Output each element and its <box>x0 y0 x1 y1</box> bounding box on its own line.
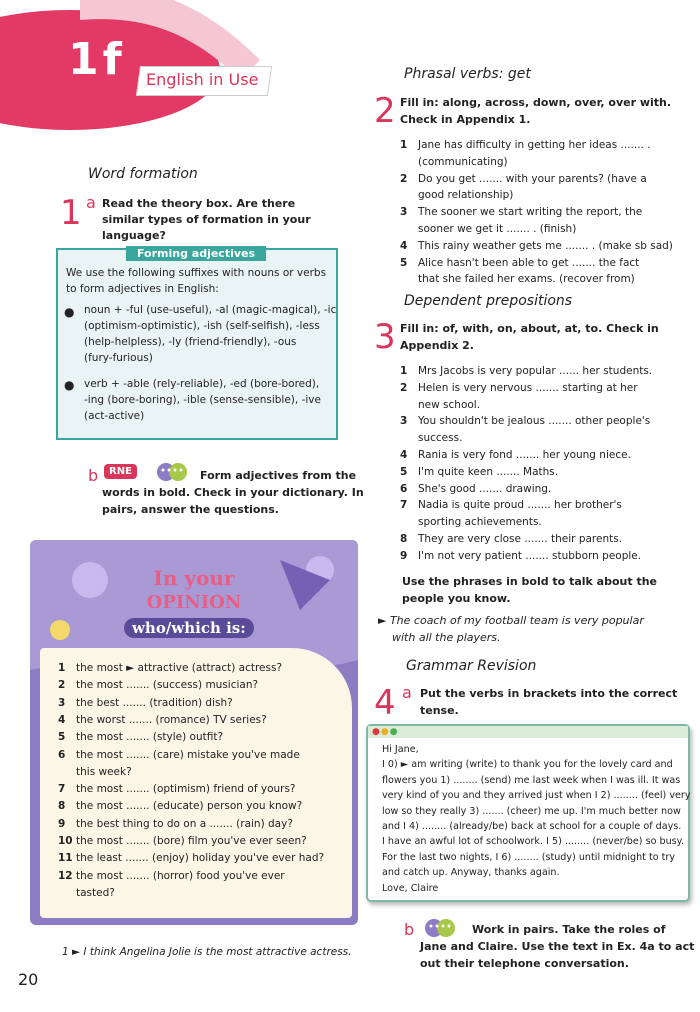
email-line: Love, Claire <box>382 882 439 894</box>
phrasal-item <box>400 187 690 203</box>
phrasal-item-number: 4 <box>400 239 408 252</box>
dependent-item-number: 2 <box>400 381 408 394</box>
dependent-item <box>400 447 690 463</box>
opinion-item <box>58 729 348 745</box>
opinion-item-text: the most ....... (style) outfit? <box>76 731 224 744</box>
dependent-item-text: You shouldn't be jealous ....... other people's <box>418 415 651 428</box>
opinion-item-number: 10 <box>58 835 73 847</box>
opinion-item <box>58 712 348 728</box>
phrasal-item-number: 5 <box>400 256 408 269</box>
dependent-item <box>400 481 690 497</box>
phrasal-item-text: Jane has difficulty in getting her ideas ....... . <box>418 139 651 151</box>
dependent-item-number: 6 <box>400 482 408 495</box>
opinion-item-text: the most ....... (optimism) friend of yours? <box>76 783 296 796</box>
exercise-3-line-1: Fill in: of, with, on, about, at, to. Check in <box>400 322 659 335</box>
rne-badge: RNE <box>104 464 137 479</box>
opinion-item <box>58 850 348 866</box>
dependent-item <box>400 397 690 413</box>
opinion-item-text: the most ....... (bore) film you've ever seen? <box>76 835 307 847</box>
email-line: very kind of you and they arrived just when I 2) ........ (feel) very <box>382 790 691 802</box>
phrasal-item <box>400 154 690 170</box>
theory-bullet-2-line-2: -ing (bore-boring), -ible (sense-sensible), -ive <box>84 394 321 406</box>
exercise-1-number: 1 <box>60 193 82 233</box>
dependent-item-number: 4 <box>400 449 408 461</box>
dependent-example-line-2: with all the players. <box>392 631 501 644</box>
dependent-item-text: success. <box>418 432 463 445</box>
exercise-2-line-2: Check in Appendix 1. <box>400 113 531 126</box>
phrasal-item-number: 1 <box>400 139 408 151</box>
word-formation-title: Word formation <box>88 166 198 182</box>
opinion-subtitle: who/which is: <box>124 618 254 638</box>
pair-work-icon <box>156 462 188 482</box>
opinion-item-number: 5 <box>58 731 66 744</box>
phrasal-item-number: 3 <box>400 206 408 219</box>
dependent-item <box>400 380 690 396</box>
phrasal-item-text: sooner we get it ....... . (finish) <box>418 223 577 235</box>
dependent-item-number: 5 <box>400 465 408 478</box>
opinion-item-number: 1 <box>58 662 66 674</box>
exercise-4a-letter: a <box>402 683 412 702</box>
theory-bullet-1-line-4: (fury-furious) <box>84 352 153 364</box>
dependent-item <box>400 413 690 429</box>
opinion-item-number: 7 <box>58 783 66 796</box>
dependent-item-number: 9 <box>400 549 408 562</box>
dependent-item-text: Helen is very nervous ....... starting at her <box>418 381 638 394</box>
opinion-item-text: the worst ....... (romance) TV series? <box>76 713 267 726</box>
unit-title: English in Use <box>146 70 259 89</box>
phrasal-item <box>400 204 690 220</box>
exercise-4b-letter: b <box>404 920 415 939</box>
email-line: and catch up. Anyway, thanks again. <box>382 867 560 879</box>
opinion-item-number: 3 <box>58 696 66 709</box>
exercise-2-line-1: Fill in: along, across, down, over, over with. <box>400 96 672 109</box>
dependent-item-number: 8 <box>400 533 408 545</box>
opinion-item <box>58 816 348 832</box>
opinion-item-text: the most ....... (care) mistake you've made <box>76 748 300 761</box>
email-line: Hi Jane, <box>382 744 419 755</box>
dependent-item <box>400 464 690 480</box>
opinion-item-text: the most ....... (horror) food you've ever <box>76 869 285 882</box>
opinion-item-number: 4 <box>58 713 66 726</box>
phrasal-item-text: good relationship) <box>418 189 514 202</box>
opinion-title-line-1: In your <box>153 566 235 590</box>
opinion-item-number: 9 <box>58 817 66 830</box>
opinion-item <box>58 660 348 676</box>
phrasal-item <box>400 255 690 271</box>
dependent-item-number: 1 <box>400 365 408 377</box>
email-line: I 0) ► am writing (write) to thank you for the lovely card and <box>382 759 673 771</box>
dependent-item-text: She's good ....... drawing. <box>418 482 552 495</box>
opinion-item-number: 2 <box>58 679 66 692</box>
opinion-item-number: 6 <box>58 748 66 761</box>
exercise-3-line-2: Appendix 2. <box>400 339 474 352</box>
exercise-4b-line-2: Jane and Claire. Use the text in Ex. 4a to act <box>420 940 695 953</box>
exercise-1b-line-2: words in bold. Check in your dictionary. In <box>102 486 364 499</box>
theory-bullet-2-line-1: verb + -able (rely-reliable), -ed (bore-bored), <box>84 378 320 390</box>
exercise-3-number: 3 <box>374 317 396 357</box>
theory-intro: We use the following suffixes with nouns or verbs to form adjectives in English: <box>66 267 327 295</box>
pair-work-icon-2 <box>424 918 456 938</box>
theory-bullet-dot-2: ● <box>64 378 75 392</box>
dependent-item-text: sporting achievements. <box>418 516 542 529</box>
opinion-item-text: the least ....... (enjoy) holiday you've ever had? <box>76 852 325 865</box>
phrasal-item-text: This rainy weather gets me ....... . (make sb sad) <box>418 239 673 252</box>
opinion-item-number: 12 <box>58 869 73 882</box>
exercise-1a-instruction: Read the theory box. Are there similar types of formation in your language? <box>102 197 311 242</box>
opinion-item <box>58 885 348 901</box>
theory-bullet-1-line-2: (optimism-optimistic), -ish (self-selfish), -less <box>84 320 320 332</box>
opinion-item-text: the most ....... (success) musician? <box>76 679 259 692</box>
page-number: 20 <box>18 970 39 989</box>
opinion-item <box>58 764 348 780</box>
dependent-item <box>400 514 690 530</box>
exercise-4a-line-2: tense. <box>420 704 459 717</box>
opinion-item-number: 8 <box>58 800 66 813</box>
phrasal-item <box>400 171 690 187</box>
phrasal-item-number: 2 <box>400 172 408 185</box>
opinion-item-text: the best ....... (tradition) dish? <box>76 696 233 709</box>
opinion-item <box>58 868 348 884</box>
opinion-item <box>58 833 348 849</box>
exercise-1a-letter: a <box>86 193 96 212</box>
dependent-item-text: Rania is very fond ....... her young niece. <box>418 449 631 461</box>
phrasal-item-text: Do you get ....... with your parents? (have a <box>418 172 647 185</box>
dependent-item-text: They are very close ....... their parents. <box>418 533 623 545</box>
theory-bullet-dot-1: ● <box>64 305 75 319</box>
opinion-item-number: 11 <box>58 852 73 865</box>
exercise-4b-line-1: Work in pairs. Take the roles of <box>472 923 666 936</box>
header-banner <box>0 0 300 130</box>
opinion-title-line-2: OPINION <box>146 592 242 613</box>
opinion-item-text: the most ....... (educate) person you know? <box>76 800 303 813</box>
dependent-item-text: new school. <box>418 398 481 411</box>
exercise-2-number: 2 <box>374 91 396 131</box>
exercise-1b-line-1: Form adjectives from the <box>200 469 357 482</box>
opinion-item <box>58 781 348 797</box>
phrasal-item-text: The sooner we start writing the report, the <box>418 206 643 219</box>
exercise-4-number: 4 <box>374 683 396 723</box>
email-line: low so they really 3) ....... (cheer) me up. I'm much better now <box>382 805 681 817</box>
opinion-example: 1 ► I think Angelina Jolie is the most attractive actress. <box>62 946 352 958</box>
phrasal-title: Phrasal verbs: get <box>404 66 531 82</box>
dependent-item-text: I'm quite keen ....... Maths. <box>418 465 559 478</box>
header-swoosh <box>0 0 300 130</box>
email-line: and I 4) ........ (already/be) back at school for a couple of days. <box>382 821 682 832</box>
dependent-follow-line-1: Use the phrases in bold to talk about the <box>402 575 657 588</box>
dependent-item <box>400 548 690 564</box>
opinion-item <box>58 677 348 693</box>
phrasal-item <box>400 238 690 254</box>
phrasal-item-text: Alice hasn't been able to get ....... the fact <box>418 256 640 269</box>
grammar-title: Grammar Revision <box>406 658 537 674</box>
theory-bullet-1-line-1: noun + -ful (use-useful), -al (magic-magical), -ic <box>84 304 337 316</box>
unit-number: 1f <box>68 34 126 85</box>
dependent-item-text: Mrs Jacobs is very popular ...... her students. <box>418 365 653 377</box>
exercise-1b-line-3: pairs, answer the questions. <box>102 503 279 516</box>
phrasal-item <box>400 271 690 287</box>
opinion-item <box>58 695 348 711</box>
phrasal-item-text: (communicating) <box>418 155 508 168</box>
theory-box-title: Forming adjectives <box>126 246 266 261</box>
exercise-1b-letter: b <box>88 466 99 485</box>
opinion-item-text: the best thing to do on a ....... (rain) day? <box>76 817 293 830</box>
window-controls-icon: ●●● <box>372 727 399 737</box>
theory-bullet-2-line-3: (act-active) <box>84 410 145 422</box>
dependent-example-line-1: ► The coach of my football team is very popular <box>378 614 644 627</box>
email-line: flowers you 1) ........ (send) me last week when I was ill. It was <box>382 774 681 786</box>
dependent-item-text: I'm not very patient ....... stubborn people. <box>418 549 642 562</box>
email-titlebar <box>368 726 688 738</box>
opinion-item <box>58 747 348 763</box>
exercise-4a-line-1: Put the verbs in brackets into the correct <box>420 687 678 700</box>
dependent-item <box>400 497 690 513</box>
dependent-item <box>400 430 690 446</box>
phrasal-item <box>400 221 690 237</box>
opinion-item-text: this week? <box>76 765 132 778</box>
theory-bullet-1-line-3: (help-helpless), -ly (friend-friendly), -ous <box>84 336 297 348</box>
dependent-item-text: Nadia is quite proud ....... her brother's <box>418 499 622 512</box>
dependent-title: Dependent prepositions <box>404 293 573 309</box>
opinion-item <box>58 798 348 814</box>
opinion-item-text: the most ► attractive (attract) actress? <box>76 662 283 674</box>
dependent-item <box>400 363 690 379</box>
dependent-item <box>400 531 690 547</box>
exercise-4b-line-3: out their telephone conversation. <box>420 957 629 970</box>
dependent-item-number: 3 <box>400 415 408 428</box>
email-line: For the last two nights, I 6) ........ (study) until midnight to try <box>382 851 676 863</box>
phrasal-item <box>400 137 690 153</box>
phrasal-item-text: that she failed her exams. (recover from) <box>418 273 635 286</box>
email-line: I have an awful lot of schoolwork. I 5) ........ (never/be) so busy. <box>382 836 685 848</box>
opinion-item-text: tasted? <box>76 886 115 899</box>
dependent-item-number: 7 <box>400 499 408 512</box>
dependent-follow-line-2: people you know. <box>402 592 511 605</box>
